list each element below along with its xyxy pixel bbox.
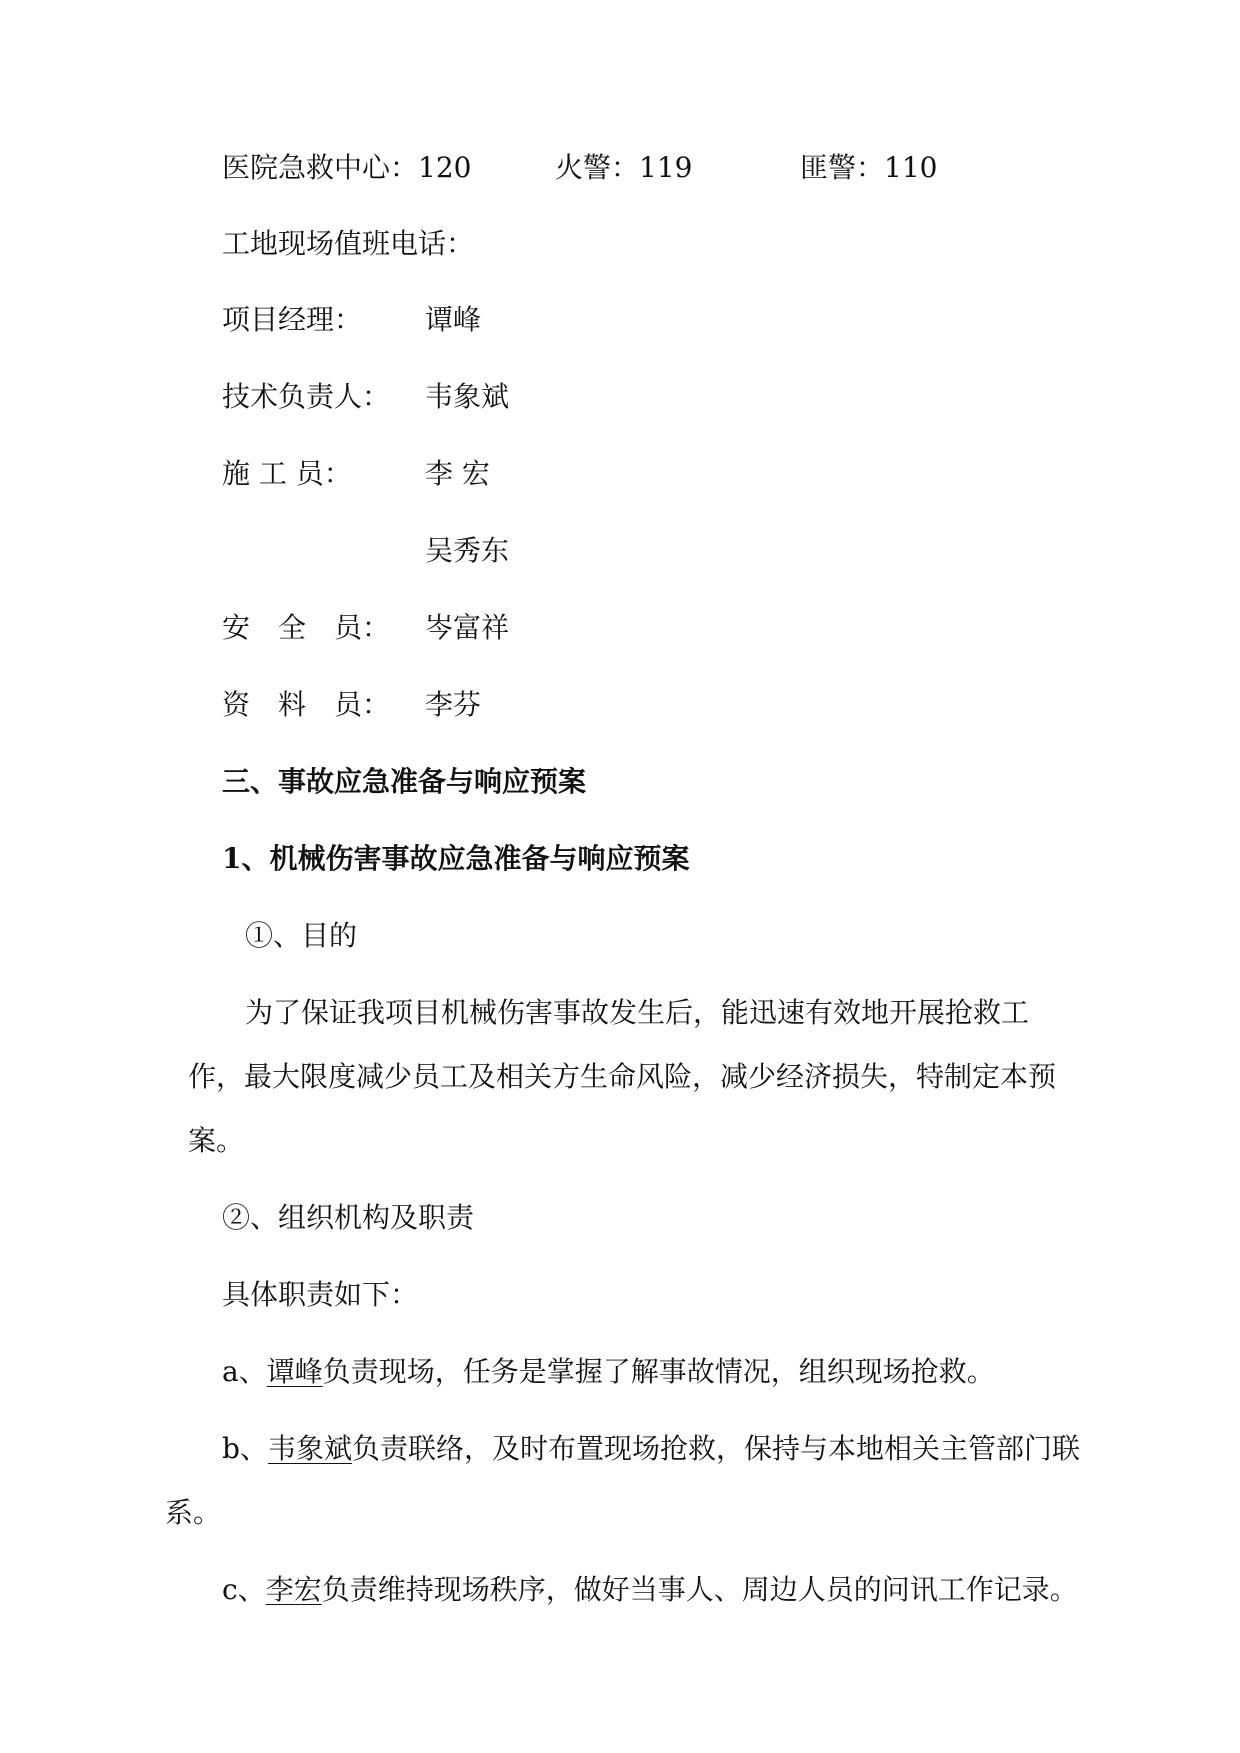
- duty-text: 负责维持现场秩序，做好当事人、周边人员的问讯工作记录。: [321, 1573, 1078, 1606]
- police-number: 匪警：110: [800, 151, 938, 184]
- staff-name: 岑富祥: [425, 611, 510, 644]
- org-label: ②、组织机构及职责: [222, 1201, 475, 1234]
- duty-item-a: [222, 1354, 995, 1390]
- staff-name: 吴秀东: [425, 534, 510, 567]
- fire-number: 火警：119: [555, 151, 693, 184]
- duty-prefix: c、: [222, 1573, 266, 1606]
- staff-name: 李 宏: [425, 457, 490, 490]
- hospital-number: 医院急救中心：120: [222, 151, 472, 184]
- subsection-title: 1、机械伤害事故应急准备与响应预案: [222, 842, 690, 875]
- staff-role: 安 全 员：: [222, 611, 391, 644]
- purpose-label: ①、目的: [245, 919, 358, 952]
- duty-person: 李宏: [265, 1573, 322, 1606]
- staff-role: 技术负责人：: [222, 380, 391, 413]
- duty-text: 负责联络，及时布置现场抢救，保持与本地相关主管部门联: [351, 1432, 1080, 1465]
- staff-role: 项目经理：: [222, 303, 363, 336]
- staff-name: 李芬: [425, 688, 482, 721]
- paragraph-line: 作，最大限度减少员工及相关方生命风险，减少经济损失，特制定本预: [188, 1060, 1057, 1093]
- duty-item-b: [222, 1431, 1080, 1467]
- staff-name: 谭峰: [425, 303, 482, 336]
- duty-person: 谭峰: [266, 1355, 323, 1388]
- duty-text: 负责现场，任务是掌握了解事故情况，组织现场抢救。: [322, 1355, 995, 1388]
- staff-role: 资 料 员：: [222, 688, 391, 721]
- staff-role: 施 工 员：: [222, 457, 352, 490]
- section-title: 三、事故应急准备与响应预案: [222, 765, 587, 798]
- duties-heading: 具体职责如下：: [222, 1278, 419, 1311]
- duty-heading: 工地现场值班电话：: [222, 227, 475, 260]
- paragraph-line: 为了保证我项目机械伤害事故发生后，能迅速有效地开展抢救工: [245, 996, 1030, 1029]
- paragraph-line: 案。: [188, 1124, 245, 1157]
- duty-prefix: a、: [222, 1355, 267, 1388]
- duty-item-c: [222, 1572, 1078, 1608]
- duty-person: 韦象斌: [267, 1432, 352, 1465]
- duty-prefix: b、: [222, 1432, 268, 1465]
- staff-name: 韦象斌: [425, 380, 510, 413]
- duty-item-b-continued: 系。: [165, 1496, 222, 1529]
